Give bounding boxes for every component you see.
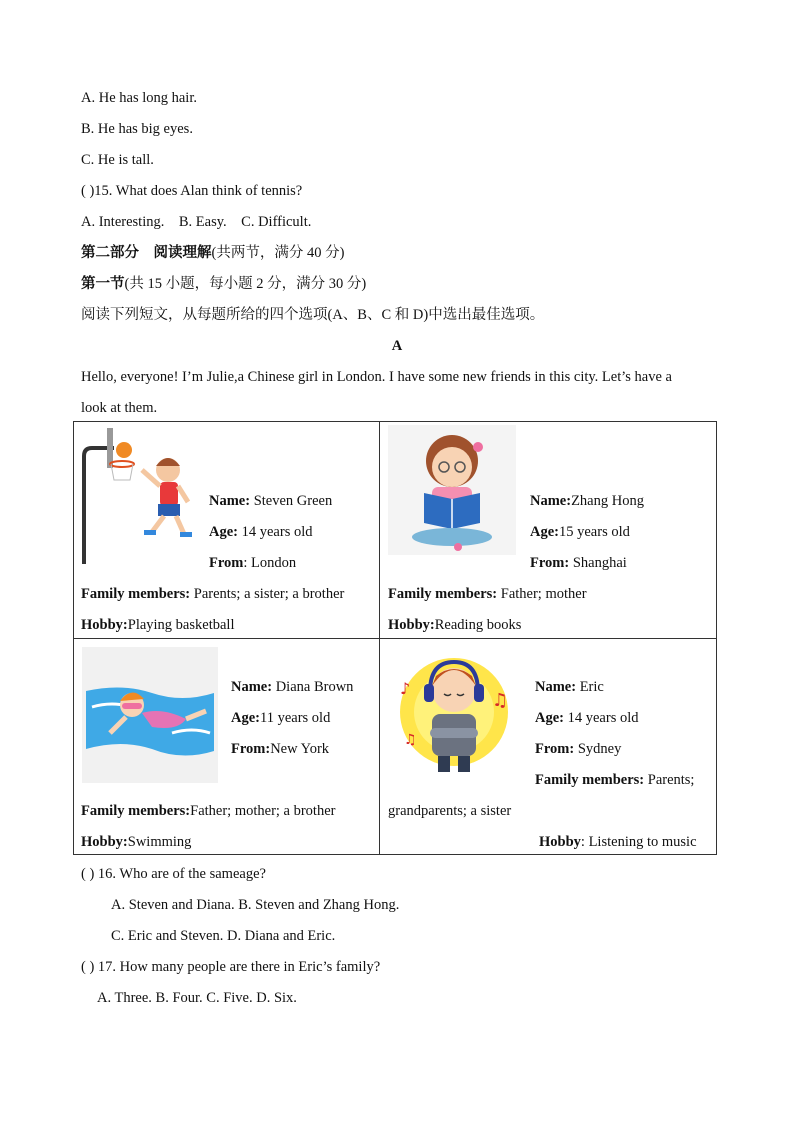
steven-age: Age: 14 years old xyxy=(209,524,313,540)
reading-girl-picture xyxy=(388,425,516,555)
steven-family: Family members: Parents; a sister; a brother xyxy=(81,586,345,602)
q15-options xyxy=(81,212,311,232)
eric-family: Family members: Parents; xyxy=(535,772,695,788)
passage-label: A xyxy=(391,338,403,354)
zhang-hong-age: Age:15 years old xyxy=(530,524,630,540)
q15-option-c: C. Difficult. xyxy=(241,214,312,230)
q17-answer-blank: ( ) xyxy=(81,959,95,975)
section2-heading xyxy=(81,243,344,263)
q15-question-text: 15. What does Alan think of tennis? xyxy=(94,183,303,199)
section1-note: (共 15 小题，每小题 2 分，满分 30 分) xyxy=(124,276,367,292)
diana-name: Name: Diana Brown xyxy=(231,679,354,695)
instructions: 阅读下列短文，从每题所给的四个选项(A、B、C 和 D)中选出最佳选项。 xyxy=(81,307,545,323)
svg-text:♪: ♪ xyxy=(400,679,411,698)
q17-question-text: 17. How many people are there in Eric’s family? xyxy=(94,959,381,975)
eric-hobby: Hobby: Listening to music xyxy=(539,834,697,850)
diana-family: Family members:Father; mother; a brother xyxy=(81,803,336,819)
eric-age: Age: 14 years old xyxy=(535,710,639,726)
q15-option-b: B. Easy. xyxy=(178,214,227,230)
q16-question-text: 16. Who are of the sameage? xyxy=(94,866,266,882)
diana-hobby: Hobby:Swimming xyxy=(81,834,192,850)
q15-option-a: A. Interesting. xyxy=(81,214,165,230)
eric-family-continued: grandparents; a sister xyxy=(388,803,512,819)
diana-age: Age:11 years old xyxy=(231,710,331,726)
section2-title: 第二部分 xyxy=(81,245,139,261)
q16-options-line-1: A. Steven and Diana. B. Steven and Zhang Hong. xyxy=(111,897,400,913)
steven-from: From: London xyxy=(209,555,297,571)
q17-question-line xyxy=(81,957,380,977)
table-divider-horizontal xyxy=(73,638,717,639)
steven-name: Name: Steven Green xyxy=(209,493,333,509)
section1-title: 第一节 xyxy=(81,276,125,292)
section2-name: 阅读理解 xyxy=(153,245,212,261)
diana-from: From:New York xyxy=(231,741,330,757)
intro-line-2: look at them. xyxy=(81,400,158,416)
zhang-hong-hobby: Hobby:Reading books xyxy=(388,617,522,633)
zhang-hong-name: Name:Zhang Hong xyxy=(530,493,644,509)
section1-heading xyxy=(81,274,366,294)
swimming-girl-picture xyxy=(82,647,218,783)
section2-note: (共两节，满分 40 分) xyxy=(211,245,345,261)
svg-text:♫: ♫ xyxy=(404,732,417,748)
q14-option-c: C. He is tall. xyxy=(81,152,154,168)
zhang-hong-family: Family members: Father; mother xyxy=(388,586,587,602)
svg-text:♫: ♫ xyxy=(492,690,509,711)
eric-name: Name: Eric xyxy=(535,679,604,695)
zhang-hong-from: From: Shanghai xyxy=(530,555,627,571)
q15-question-line xyxy=(81,181,302,201)
basketball-player-picture xyxy=(80,426,200,566)
q15-answer-blank: ( ) xyxy=(81,183,95,199)
q16-options-line-2: C. Eric and Steven. D. Diana and Eric. xyxy=(111,928,336,944)
q14-option-a: A. He has long hair. xyxy=(81,90,197,106)
q16-answer-blank: ( ) xyxy=(81,866,95,882)
music-boy-picture xyxy=(394,648,514,776)
q16-question-line xyxy=(81,864,266,884)
intro-line-1: Hello, everyone! I’m Julie,a Chinese girl in London. I have some new friends in this city. Let’s have a xyxy=(81,369,672,385)
steven-hobby: Hobby:Playing basketball xyxy=(81,617,235,633)
q14-option-b: B. He has big eyes. xyxy=(81,121,193,137)
q17-options: A. Three. B. Four. C. Five. D. Six. xyxy=(97,990,297,1006)
eric-from: From: Sydney xyxy=(535,741,622,757)
